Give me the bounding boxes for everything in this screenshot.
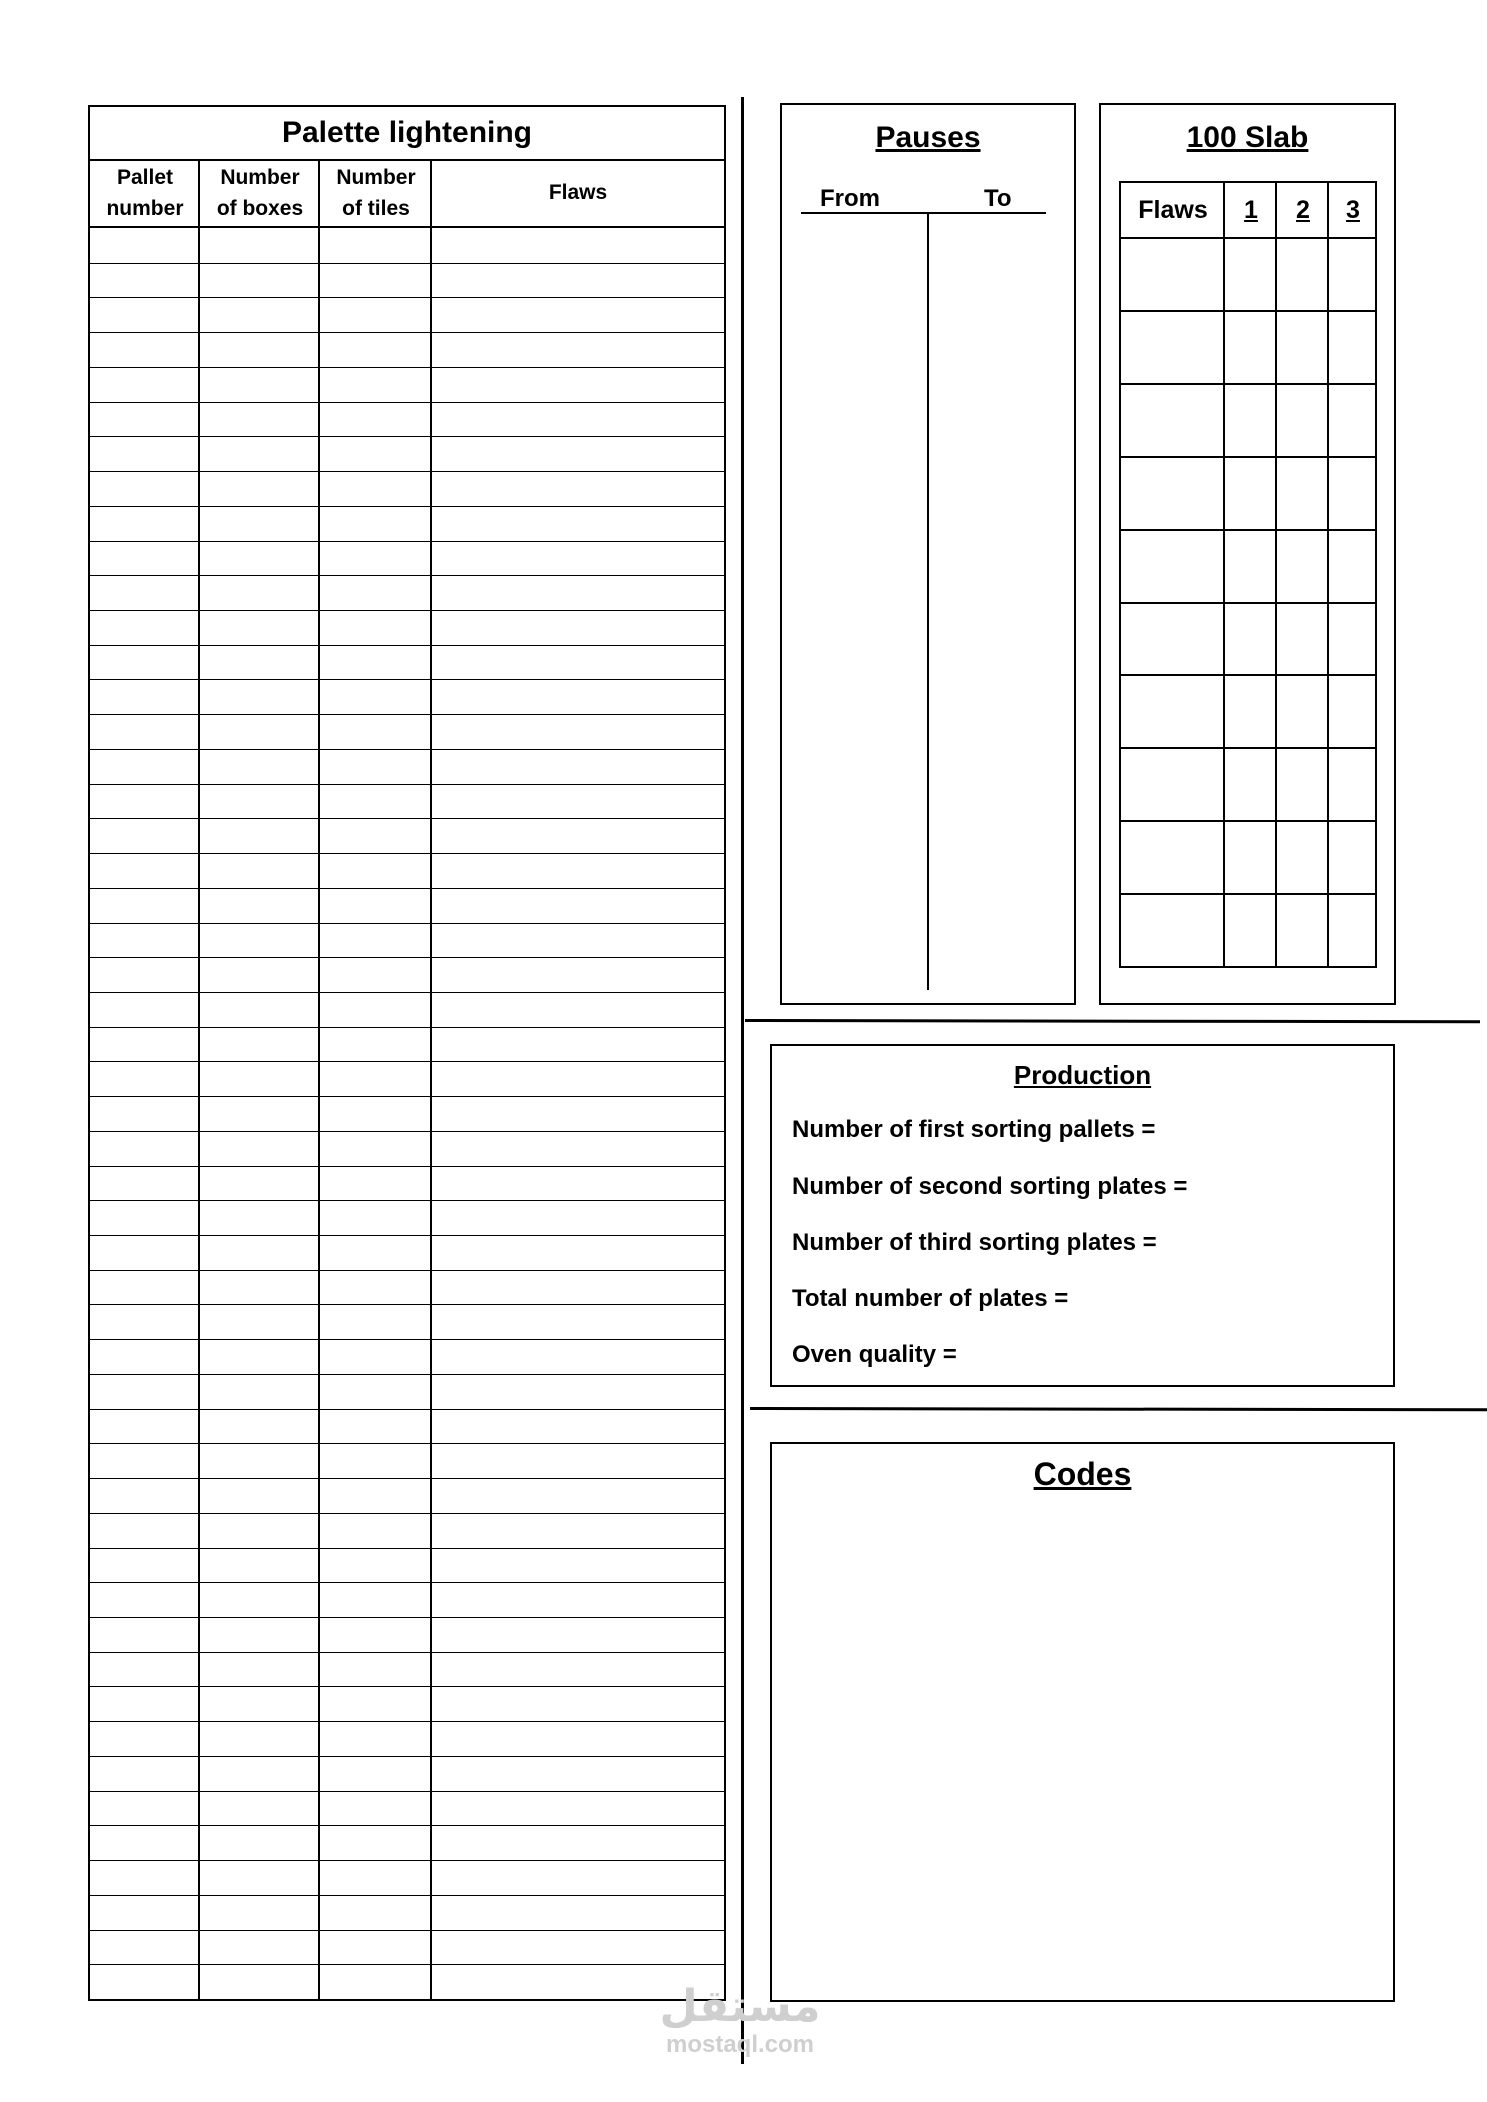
slab-header-2: 2 bbox=[1296, 195, 1310, 224]
slab-column-divider bbox=[1223, 183, 1225, 966]
table-row-divider bbox=[90, 506, 724, 507]
palette-table-header bbox=[90, 161, 724, 228]
slab-row-divider bbox=[1121, 747, 1375, 749]
production-title: Production bbox=[1013, 1060, 1152, 1090]
table-row-divider bbox=[90, 888, 724, 889]
slab-box bbox=[1099, 103, 1396, 1005]
table-row-divider bbox=[90, 1409, 724, 1410]
pauses-to-label: To bbox=[984, 185, 1012, 212]
table-row-divider bbox=[90, 1825, 724, 1826]
slab-column-divider bbox=[1275, 183, 1277, 966]
table-row-divider bbox=[90, 749, 724, 750]
table-row-divider bbox=[90, 1930, 724, 1931]
table-row-divider bbox=[90, 1096, 724, 1097]
table-row-divider bbox=[90, 1964, 724, 1965]
slab-row-divider bbox=[1121, 237, 1375, 239]
slab-header-1: 1 bbox=[1244, 195, 1258, 224]
second-sorting-plates-label: Number of second sorting plates = bbox=[792, 1173, 1188, 1200]
codes-title: Codes bbox=[1033, 1456, 1132, 1492]
table-row-divider bbox=[90, 992, 724, 993]
first-sorting-pallets-label: Number of first sorting pallets = bbox=[792, 1116, 1156, 1143]
pauses-title: Pauses bbox=[875, 121, 981, 154]
table-row-divider bbox=[90, 1304, 724, 1305]
table-row-divider bbox=[90, 263, 724, 264]
palette-table-body bbox=[90, 228, 724, 1999]
table-row-divider bbox=[90, 575, 724, 576]
table-row-divider bbox=[90, 1061, 724, 1062]
table-row-divider bbox=[90, 1478, 724, 1479]
slab-header-flaws: Flaws bbox=[1138, 195, 1208, 224]
slab-column-divider bbox=[1327, 183, 1329, 966]
table-row-divider bbox=[90, 1166, 724, 1167]
table-row-divider bbox=[90, 784, 724, 785]
codes-box bbox=[770, 1442, 1395, 2002]
watermark-logo: مستقل bbox=[659, 1981, 821, 2032]
table-row-divider bbox=[90, 436, 724, 437]
palette-table-title: Palette lightening bbox=[90, 107, 724, 161]
pauses-box bbox=[780, 103, 1076, 1005]
section-divider bbox=[750, 1407, 1487, 1411]
table-row-divider bbox=[90, 1548, 724, 1549]
production-box bbox=[770, 1044, 1395, 1387]
slab-row-divider bbox=[1121, 529, 1375, 531]
column-header-number-of-boxes: Number of boxes bbox=[216, 166, 304, 220]
oven-quality-label: Oven quality = bbox=[792, 1341, 957, 1368]
column-header-flaws: Flaws bbox=[548, 181, 608, 205]
table-row-divider bbox=[90, 1339, 724, 1340]
table-row-divider bbox=[90, 1895, 724, 1896]
slab-row-divider bbox=[1121, 456, 1375, 458]
table-row-divider bbox=[90, 818, 724, 819]
column-header-number-of-tiles: Number of tiles bbox=[336, 166, 416, 220]
slab-row-divider bbox=[1121, 820, 1375, 822]
table-row-divider bbox=[90, 541, 724, 542]
pauses-from-label: From bbox=[820, 185, 880, 212]
slab-row-divider bbox=[1121, 310, 1375, 312]
table-row-divider bbox=[90, 471, 724, 472]
table-row-divider bbox=[90, 1235, 724, 1236]
table-row-divider bbox=[90, 1686, 724, 1687]
table-row-divider bbox=[90, 1200, 724, 1201]
slab-title: 100 Slab bbox=[1186, 121, 1309, 154]
slab-row-divider bbox=[1121, 674, 1375, 676]
table-row-divider bbox=[90, 679, 724, 680]
watermark-site: mostaql.com bbox=[665, 2031, 815, 2058]
table-row-divider bbox=[90, 853, 724, 854]
palette-lightening-table bbox=[88, 105, 726, 2001]
table-row-divider bbox=[90, 1582, 724, 1583]
table-row-divider bbox=[90, 610, 724, 611]
table-row-divider bbox=[90, 1027, 724, 1028]
table-row-divider bbox=[90, 297, 724, 298]
slab-header-3: 3 bbox=[1346, 195, 1360, 224]
third-sorting-plates-label: Number of third sorting plates = bbox=[792, 1229, 1157, 1256]
total-plates-label: Total number of plates = bbox=[792, 1285, 1069, 1312]
table-row-divider bbox=[90, 402, 724, 403]
table-row-divider bbox=[90, 1617, 724, 1618]
table-row-divider bbox=[90, 1513, 724, 1514]
slab-row-divider bbox=[1121, 383, 1375, 385]
table-row-divider bbox=[90, 645, 724, 646]
slab-row-divider bbox=[1121, 893, 1375, 895]
table-row-divider bbox=[90, 1791, 724, 1792]
pauses-header-rule bbox=[801, 212, 1046, 214]
table-row-divider bbox=[90, 1443, 724, 1444]
mostaql-watermark bbox=[640, 1981, 840, 2059]
table-row-divider bbox=[90, 332, 724, 333]
pauses-column-divider bbox=[927, 212, 929, 990]
page-vertical-divider bbox=[741, 97, 744, 2064]
table-row-divider bbox=[90, 1756, 724, 1757]
table-row-divider bbox=[90, 1270, 724, 1271]
table-row-divider bbox=[90, 367, 724, 368]
table-row-divider bbox=[90, 1652, 724, 1653]
table-row-divider bbox=[90, 714, 724, 715]
table-row-divider bbox=[90, 957, 724, 958]
column-header-pallet-number: Pallet number bbox=[106, 166, 184, 220]
table-row-divider bbox=[90, 1721, 724, 1722]
slab-row-divider bbox=[1121, 602, 1375, 604]
table-row-divider bbox=[90, 1374, 724, 1375]
table-row-divider bbox=[90, 1860, 724, 1861]
slab-table bbox=[1119, 181, 1377, 968]
section-divider bbox=[745, 1019, 1480, 1023]
table-row-divider bbox=[90, 1131, 724, 1132]
table-row-divider bbox=[90, 923, 724, 924]
